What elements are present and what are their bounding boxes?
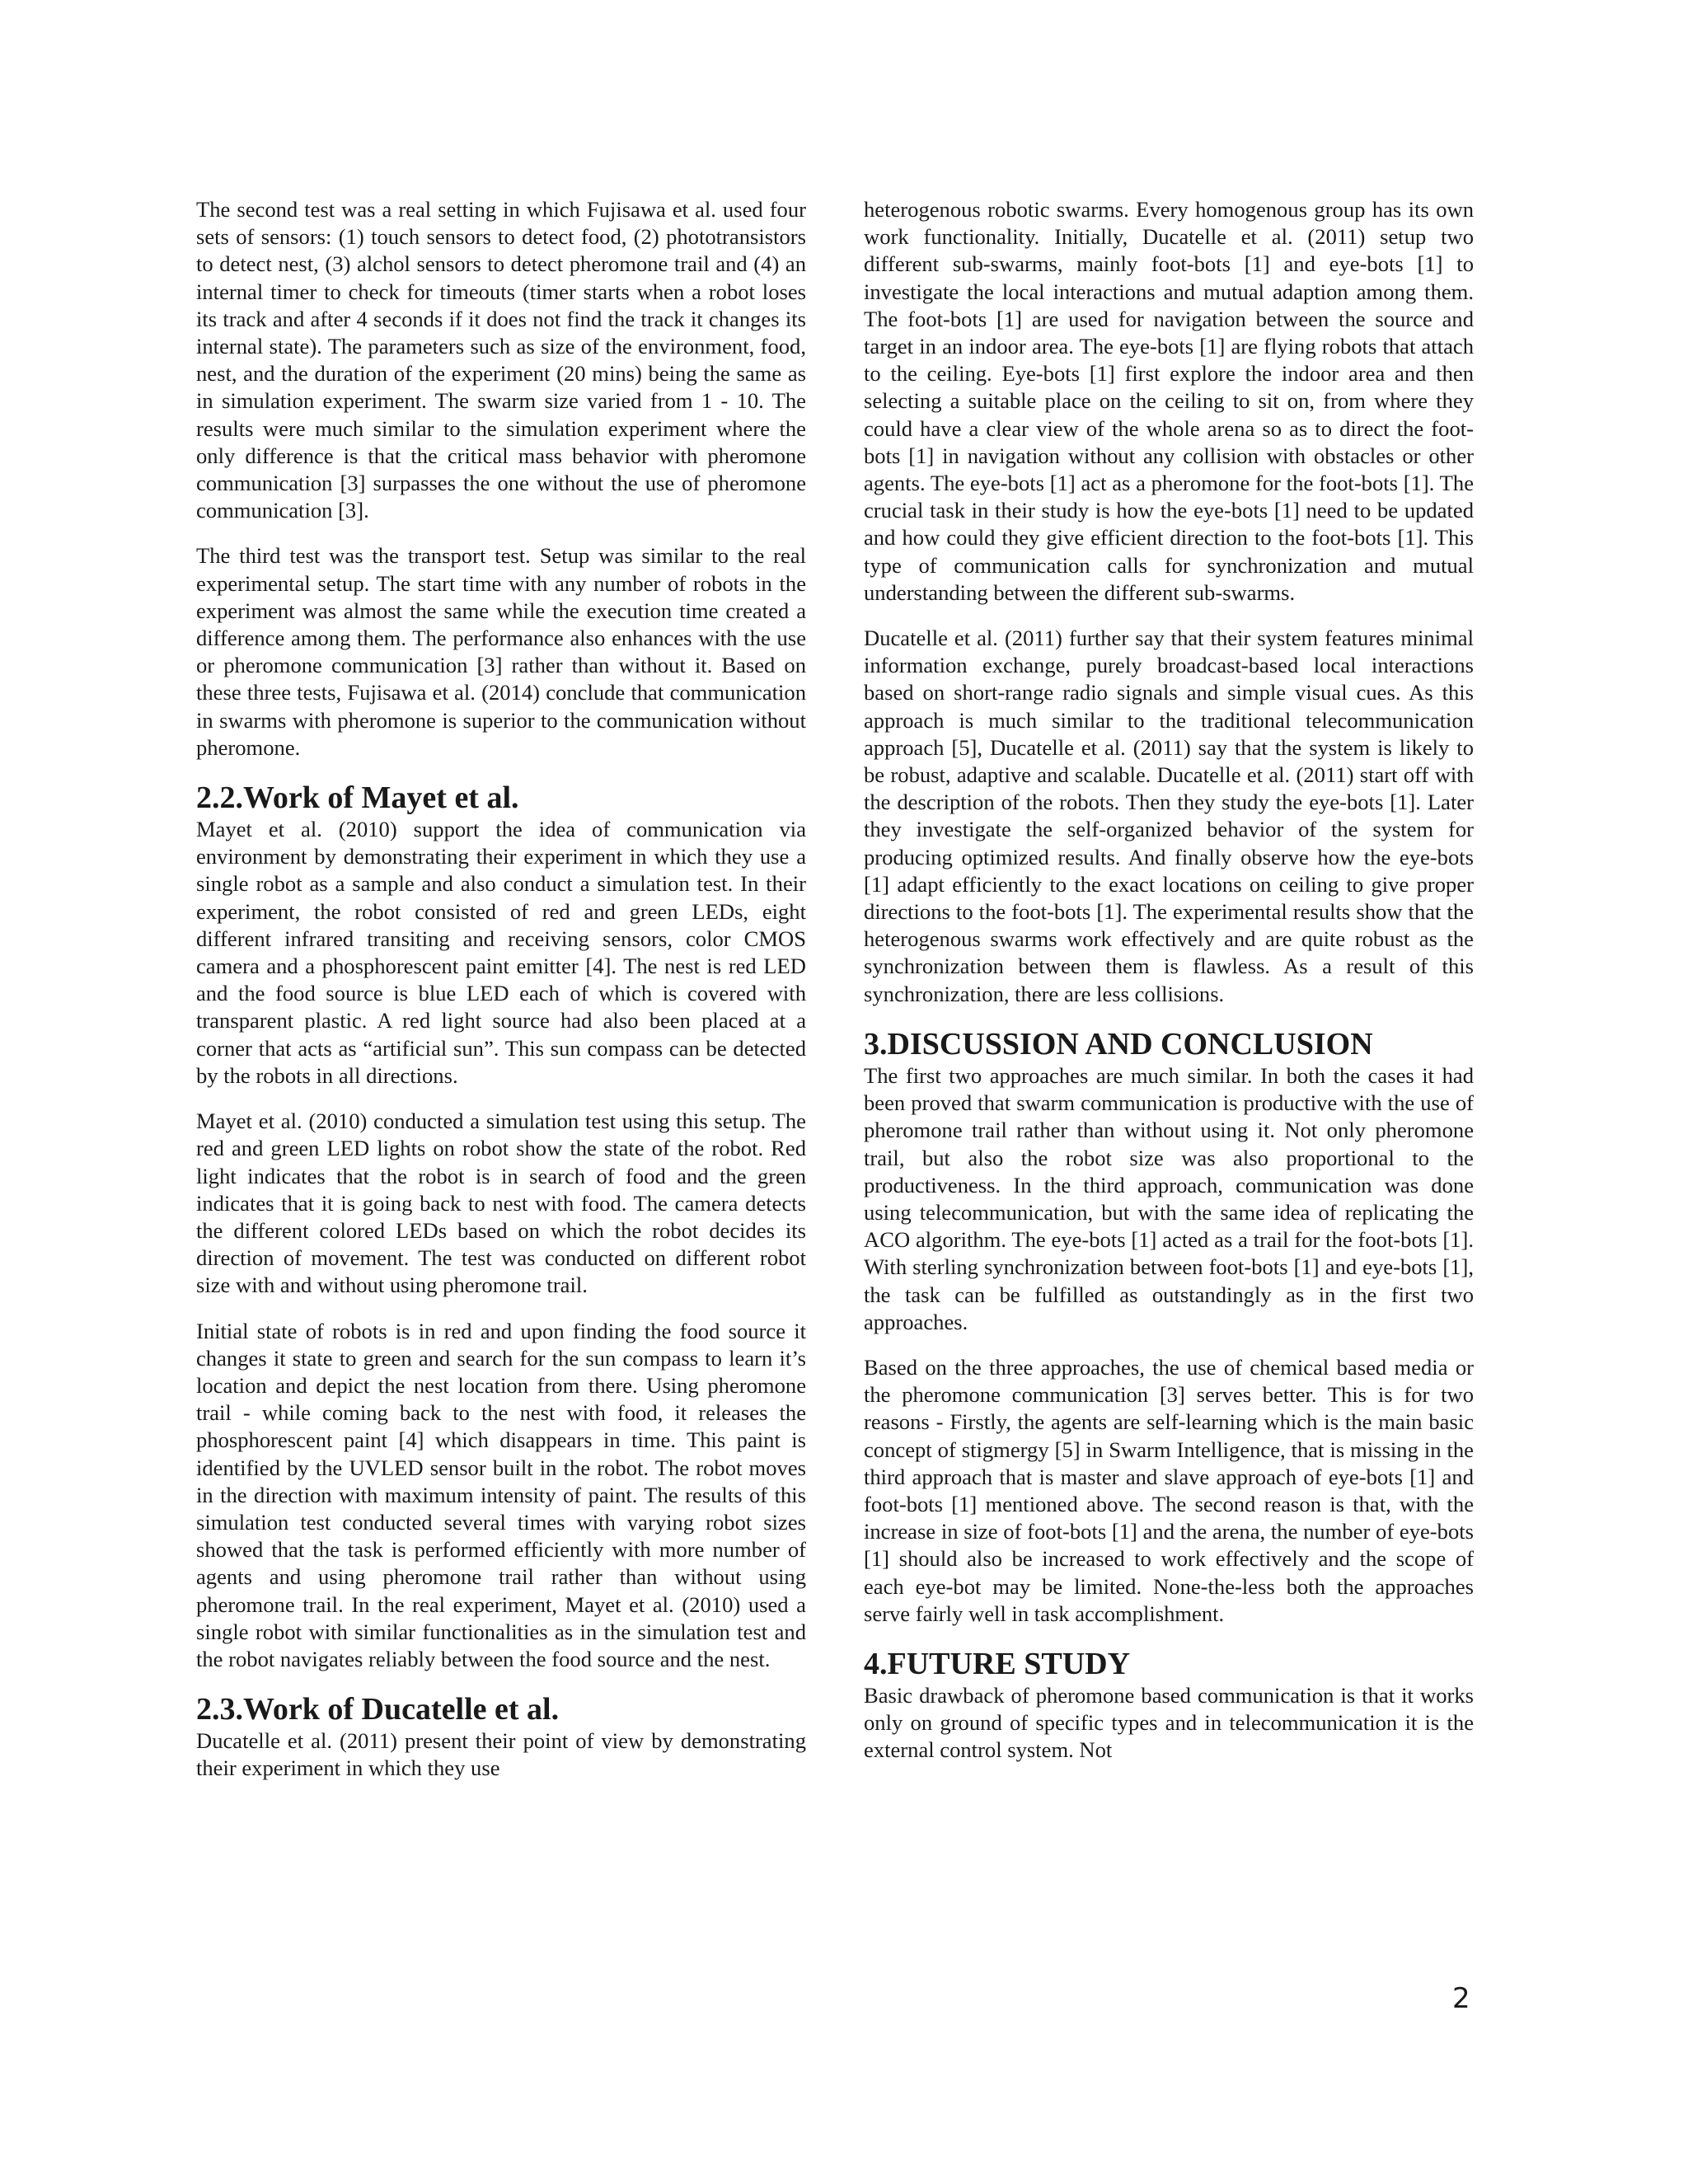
paragraph-transport-test: The third test was the transport test. Setup was similar to the real experimental setup. The start time with any number of robots in the experiment was almost the same while the execution time created a difference among them. The performance also enhances with the use or pheromone communication [3] rather than without it. Based on these three tests, Fujisawa et al. (2014) conclude that communication in swarms with pheromone is superior to the communication without pheromone. (196, 543, 806, 760)
right-column (864, 196, 1474, 1765)
paragraph-mayet-intro: Mayet et al. (2010) support the idea of communication via environment by demonstrating their experiment in which they use a single robot as a sample and also conduct a simulation test. In their experiment, the robot consisted of red and green LEDs, eight different infrared transiting and receiving sensors, color CMOS camera and a phosphorescent paint emitter [4]. The nest is red LED and the food source is blue LED each of which is covered with transparent plastic. A red light source had also been placed at a corner that acts as “artificial sun”. This sun compass can be detected by the robots in all directions. (196, 817, 806, 1088)
section-heading-discussion: 3.DISCUSSION AND CONCLUSION (864, 1026, 1373, 1062)
left-column (196, 196, 806, 1783)
paragraph-future-study: Basic drawback of pheromone based communication is that it works only on ground of specific types and in telecommunication it is the external control system. Not (864, 1682, 1474, 1763)
paragraph-ducatelle-intro: Ducatelle et al. (2011) present their point of view by demonstrating their experiment in which they use (196, 1728, 806, 1781)
paragraph-ducatelle-system: Ducatelle et al. (2011) further say that their system features minimal information exchange, purely broadcast-based local interactions based on short-range radio signals and simple visual cues. As this approach is much similar to the traditional telecommunication approach [5], Ducatelle et al. (2011) say that the system is likely to be robust, adaptive and scalable. Ducatelle et al. (2011) start off with the description of the robots. Then they study the eye-bots [1]. Later they investigate the self-organized behavior of the system for producing optimized results. And finally observe how the eye-bots [1] adapt efficiently to the exact locations on ceiling to give proper directions to the foot-bots [1]. The experimental results show that the heterogenous swarms work effectively and are quite robust as the synchronization between them is flawless. As a result of this synchronization, there are less collisions. (864, 626, 1474, 1006)
page-number: 2 (1452, 1982, 1470, 2015)
paragraph-discussion-conclusion: Based on the three approaches, the use of chemical based media or the pheromone communication [3] serves better. This is for two reasons - Firstly, the agents are self-learning which is the main basic concept of stigmergy [5] in Swarm Intelligence, that is missing in the third approach that is master and slave approach of eye-bots [1] and foot-bots [1] mentioned above. The second reason is that, with the increase in size of foot-bots [1] and the arena, the number of eye-bots [1] should also be increased to work effectively and the scope of each eye-bot may be limited. None-the-less both the approaches serve fairly well in task accomplishment. (864, 1354, 1474, 1626)
paragraph-mayet-results: Initial state of robots is in red and upon finding the food source it changes it state to green and search for the sun compass to learn it’s location and depict the nest location from there. Using pheromone trail - while coming back to the nest with food, it releases the phosphorescent paint [4] which disappears in time. This paint is identified by the UVLED sensor built in the robot. The robot moves in the direction with maximum intensity of paint. The results of this simulation test conducted several times with varying robot sizes showed that the task is performed efficiently with more number of agents and using pheromone trail rather than without using pheromone trail. In the real experiment, Mayet et al. (2010) used a single robot with similar functionalities as in the simulation test and the robot navigates reliably between the food source and the nest. (196, 1318, 806, 1671)
paragraph-heterogenous-swarms: heterogenous robotic swarms. Every homogenous group has its own work functionality. Initially, Ducatelle et al. (2011) setup two different sub-swarms, mainly foot-bots [1] and eye-bots [1] to investigate the local interactions and mutual adaption among them. The foot-bots [1] are used for navigation between the source and target in an indoor area. The eye-bots [1] are flying robots that attach to the ceiling. Eye-bots [1] first explore the indoor area and then selecting a suitable place on the ceiling to sit on, from where they could have a clear view of the whole arena so as to direct the foot-bots [1] in navigation without any collision with obstacles or other agents. The eye-bots [1] act as a pheromone for the foot-bots [1]. The crucial task in their study is how the eye-bots [1] need to be updated and how could they give efficient direction to the foot-bots [1]. This type of communication calls for synchronization and mutual understanding between the different sub-swarms. (864, 197, 1474, 605)
paragraph-mayet-simulation: Mayet et al. (2010) conducted a simulation test using this setup. The red and green LED lights on robot show the state of the robot. Red light indicates that the robot is in search of food and the green indicates that it is going back to nest with food. The camera detects the different colored LEDs based on which the robot decides its direction of movement. The test was conducted on different robot size with and without using pheromone trail. (196, 1108, 806, 1298)
section-heading-mayet: 2.2.Work of Mayet et al. (196, 780, 519, 816)
paragraph-discussion-approaches: The first two approaches are much similar. In both the cases it had been proved that swarm communication is productive with the use of pheromone trail rather than without using it. Not only pheromone trail, but also the robot size was also proportional to the productiveness. In the third approach, communication was done using telecommunication, but with the same idea of replicating the ACO algorithm. The eye-bots [1] acted as a trail for the foot-bots [1]. With sterling synchronization between foot-bots [1] and eye-bots [1], the task can be fulfilled as outstandingly as in the first two approaches. (864, 1062, 1474, 1334)
section-heading-future-study: 4.FUTURE STUDY (864, 1646, 1131, 1681)
section-heading-ducatelle: 2.3.Work of Ducatelle et al. (196, 1692, 560, 1727)
paragraph-fujisawa-real-test: The second test was a real setting in which Fujisawa et al. used four sets of sensors: (1) touch sensors to detect food, (2) phototransistors to detect nest, (3) alchol sensors to detect pheromone trail and (4) an internal timer to check for timeouts (timer starts when a robot loses its track and after 4 seconds if it does not find the track it changes its internal state). The parameters such as size of the environment, food, nest, and the duration of the experiment (20 mins) being the same as in simulation experiment. The swarm size varied from 1 - 10. The results were much similar to the simulation experiment where the only difference is that the critical mass behavior with pheromone communication [3] surpasses the one without the use of pheromone communication [3]. (196, 197, 806, 523)
